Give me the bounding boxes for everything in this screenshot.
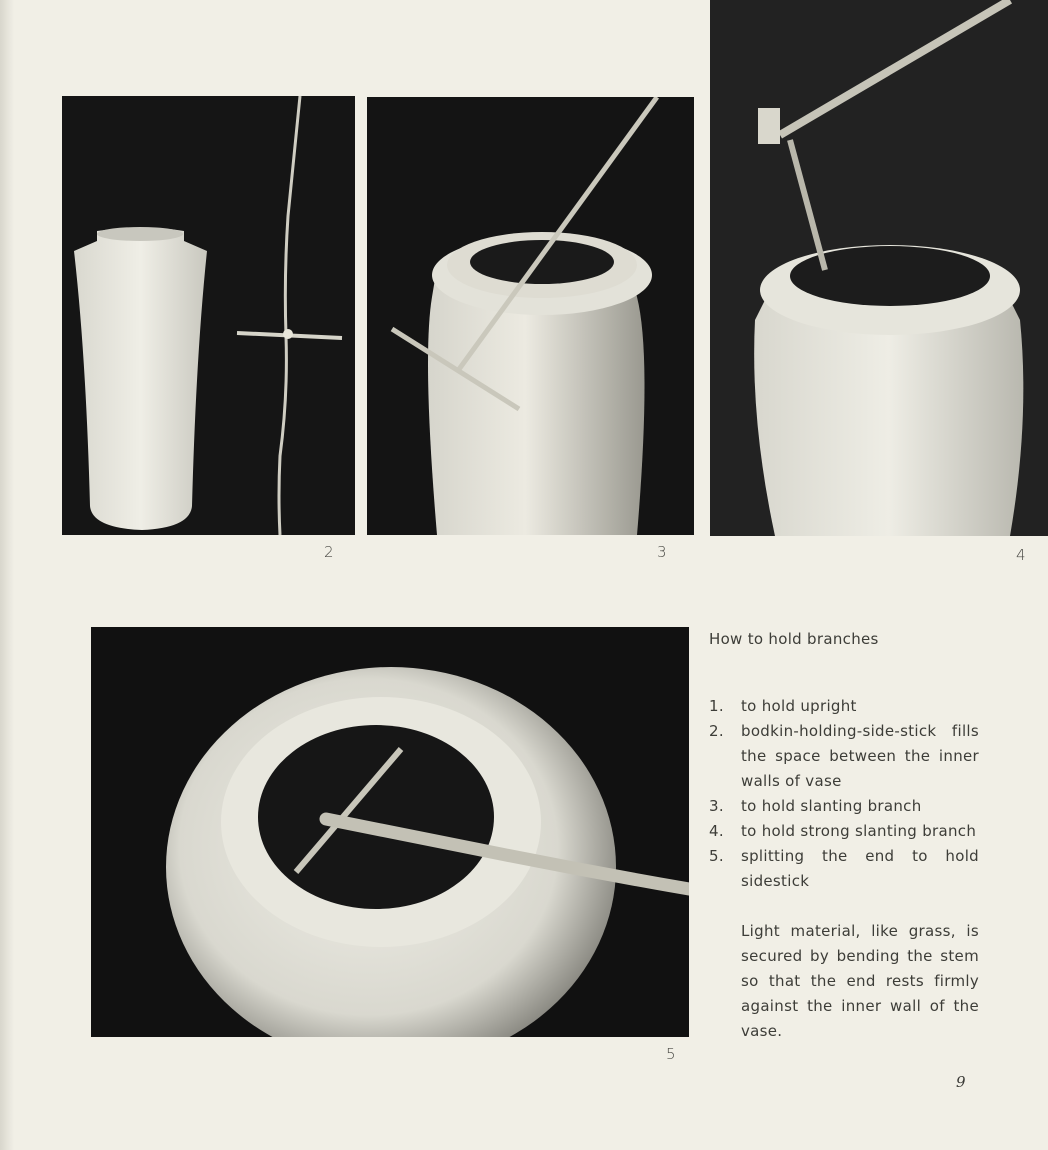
caption-list-item <box>709 794 979 819</box>
figure-number: 5 <box>666 1045 676 1063</box>
item-text: bodkin-holding-side-stick fills the space between the inner walls of vase <box>741 722 979 790</box>
vase-slanting-branch-illustration <box>367 97 694 535</box>
caption-list-item <box>709 844 979 894</box>
caption-list-item <box>709 719 979 794</box>
page-number: 9 <box>956 1073 966 1091</box>
photo-figure-3 <box>367 97 694 535</box>
item-number: 5. <box>709 847 724 865</box>
figure-number: 3 <box>657 543 667 561</box>
item-number: 3. <box>709 797 724 815</box>
vase-upright-illustration <box>62 96 355 535</box>
figure-number: 4 <box>1016 546 1026 564</box>
item-number: 1. <box>709 697 724 715</box>
item-text: splitting the end to hold sidestick <box>741 847 979 890</box>
photo-figure-5 <box>91 627 689 1037</box>
caption-block <box>709 627 979 1044</box>
item-text: to hold slanting branch <box>741 797 922 815</box>
page-gutter-shadow <box>0 0 14 1150</box>
caption-list-item <box>709 819 979 844</box>
item-number: 2. <box>709 722 724 740</box>
item-text: to hold upright <box>741 697 857 715</box>
caption-note: Light material, like grass, is secured by bending the stem so that the end rests firmly against the inner wall of the vase. <box>741 922 979 1040</box>
photo-figure-4 <box>710 0 1048 536</box>
item-number: 4. <box>709 822 724 840</box>
vase-sidestick-top-view-illustration <box>91 627 689 1037</box>
figure-number: 2 <box>324 543 334 561</box>
caption-title: How to hold branches <box>709 630 879 648</box>
item-text: to hold strong slanting branch <box>741 822 977 840</box>
caption-list-item <box>709 694 979 719</box>
caption-list <box>709 694 979 894</box>
vase-strong-branch-illustration <box>710 0 1048 536</box>
photo-figure-2 <box>62 96 355 535</box>
